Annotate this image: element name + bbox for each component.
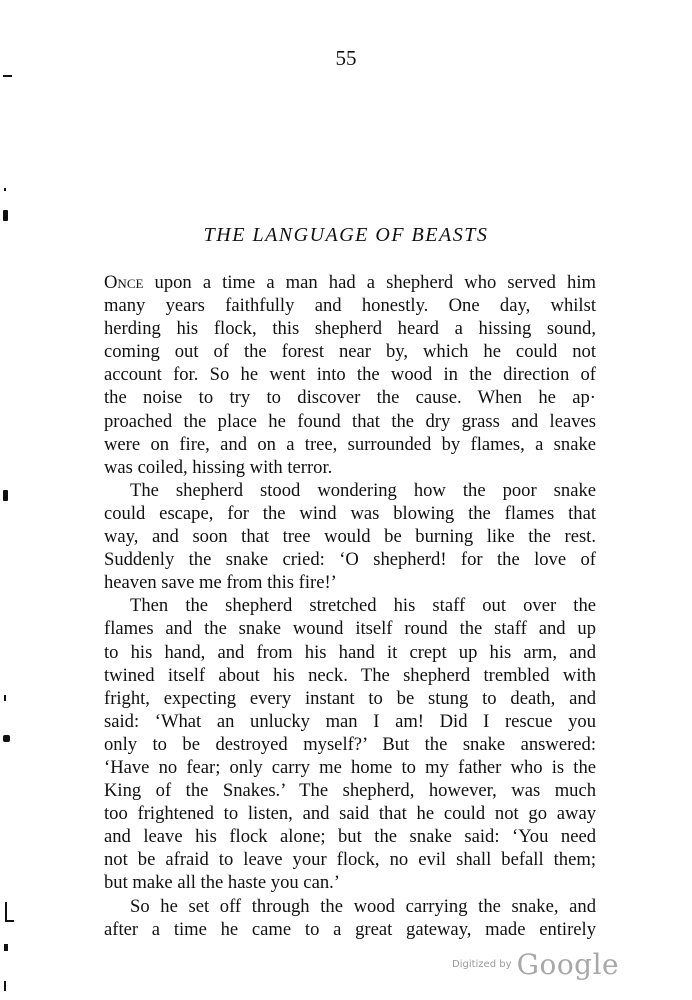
text-line: not be afraid to leave your flock, no evil shall befall them; xyxy=(104,849,596,871)
scan-mark xyxy=(5,920,14,922)
text-line: fright, expecting every instant to be stung to death, and xyxy=(104,687,596,709)
text-line: to his hand, and from his hand it crept up his arm, and xyxy=(104,641,596,663)
page-number: 55 xyxy=(335,46,357,70)
text-line: Once upon a time a man had a shepherd who served him xyxy=(104,272,596,293)
text-line: account for. So he went into the wood in the direction of xyxy=(104,364,596,386)
text-line: too frightened to listen, and said that he could not go away xyxy=(104,803,596,825)
scan-mark xyxy=(3,490,8,501)
body-text xyxy=(104,271,596,941)
text-line: but make all the haste you can.’ xyxy=(104,872,340,894)
text-line: after a time he came to a great gateway, made entirely xyxy=(104,918,596,940)
scan-mark xyxy=(4,695,6,701)
text-line: only to be destroyed myself?’ But the snake answered: xyxy=(104,733,596,755)
scan-mark xyxy=(4,944,8,951)
text-line: was coiled, hissing with terror. xyxy=(104,456,333,478)
text-line: flames and the snake wound itself round the staff and up xyxy=(104,618,596,640)
text-line: King of the Snakes.’ The shepherd, however, was much xyxy=(104,780,596,802)
text-line: the noise to try to discover the cause. When he ap· xyxy=(104,387,596,409)
text-line: coming out of the forest near by, which he could not xyxy=(104,341,596,363)
scan-mark xyxy=(4,981,6,991)
chapter-title: THE LANGUAGE OF BEASTS xyxy=(203,224,489,246)
text-line: said: ‘What an unlucky man I am! Did I rescue you xyxy=(104,710,596,732)
text-line: could escape, for the wind was blowing the flames that xyxy=(104,502,596,524)
text-line: So he set off through the wood carrying the snake, and xyxy=(130,895,596,917)
watermark-prefix: Digitized by xyxy=(452,959,512,970)
watermark-brand: Google xyxy=(516,948,620,981)
drop-word: Once xyxy=(104,272,144,293)
scan-mark xyxy=(4,188,6,191)
text-line: Then the shepherd stretched his staff out over the xyxy=(130,595,596,617)
text-line: Suddenly the snake cried: ‘O shepherd! for the love of xyxy=(104,549,596,571)
digitized-watermark xyxy=(452,948,619,981)
scan-mark xyxy=(3,210,8,221)
text-line: way, and soon that tree would be burning like the rest. xyxy=(104,526,596,548)
text-line: The shepherd stood wondering how the poor snake xyxy=(130,479,596,501)
text-line: were on fire, and on a tree, surrounded by flames, a snake xyxy=(104,433,596,455)
text-line: ‘Have no fear; only carry me home to my father who is the xyxy=(104,756,596,778)
text-line: twined itself about his neck. The shepherd trembled with xyxy=(104,664,596,686)
text-line: herding his flock, this shepherd heard a hissing sound, xyxy=(104,318,596,340)
text-line: and leave his flock alone; but the snake said: ‘You need xyxy=(104,826,596,848)
text-line: heaven save me from this fire!’ xyxy=(104,572,337,594)
scan-mark xyxy=(5,902,7,922)
scan-mark xyxy=(3,75,12,77)
scan-mark xyxy=(3,735,10,742)
text-line: proached the place he found that the dry grass and leaves xyxy=(104,410,596,432)
text-line: many years faithfully and honestly. One day, whilst xyxy=(104,295,596,317)
